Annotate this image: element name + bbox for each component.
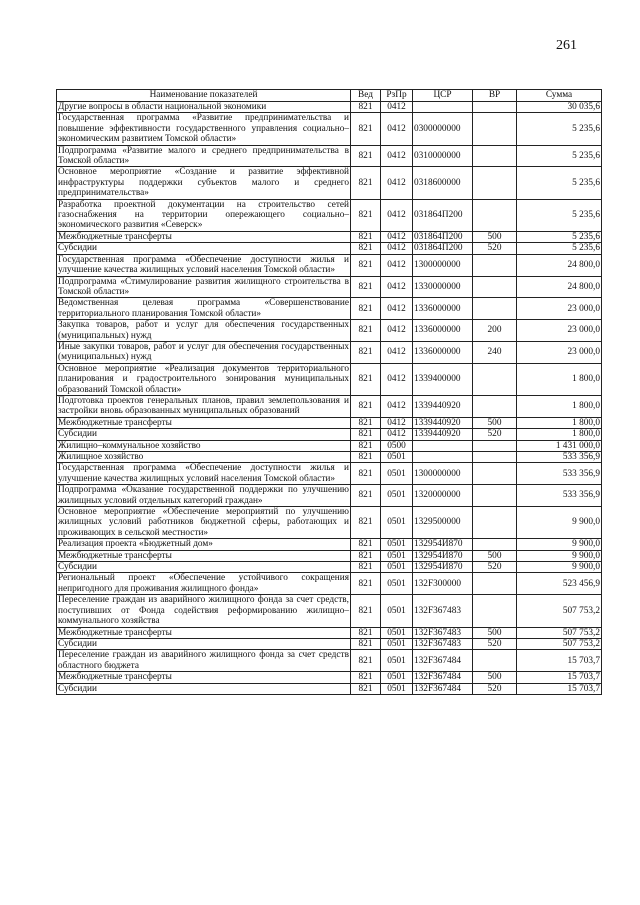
cell-vr (473, 650, 517, 672)
cell-csr: 1300000000 (413, 463, 473, 485)
cell-csr: 132F367484 (413, 683, 473, 694)
cell-rzpr: 0412 (381, 145, 413, 167)
table-row (57, 539, 602, 550)
cell-vr (473, 463, 517, 485)
table-row (57, 562, 602, 573)
cell-ved: 821 (351, 341, 381, 363)
cell-vr (473, 102, 517, 113)
cell-rzpr: 0501 (381, 638, 413, 649)
cell-sum: 507 753,2 (517, 595, 602, 627)
cell-sum: 15 703,7 (517, 672, 602, 683)
cell-name: Переселение граждан из аварийного жилищного фонда за счет средств, поступивших от Фонда содействия реформированию жилищно–коммунального хозяйства (58, 595, 349, 627)
cell-sum: 30 035,6 (517, 102, 602, 113)
cell-vr (473, 113, 517, 145)
cell-sum: 15 703,7 (517, 683, 602, 694)
cell-csr: 031864П200 (413, 243, 473, 254)
cell-sum: 9 900,0 (517, 562, 602, 573)
cell-rzpr: 0500 (381, 440, 413, 451)
cell-name: Жилищно–коммунальное хозяйство (57, 440, 351, 451)
cell-name: Субсидии (57, 429, 351, 440)
table-row (57, 231, 602, 242)
cell-sum: 1 800,0 (517, 417, 602, 428)
cell-sum: 1 800,0 (517, 363, 602, 395)
cell-vr (473, 573, 517, 595)
cell-rzpr: 0412 (381, 298, 413, 320)
cell-rzpr: 0501 (381, 627, 413, 638)
cell-csr: 132F367483 (413, 627, 473, 638)
cell-ved: 821 (351, 363, 381, 395)
cell-ved: 821 (351, 320, 381, 342)
cell-vr (473, 440, 517, 451)
cell-ved: 821 (351, 395, 381, 417)
header-csr: ЦСР (413, 90, 473, 102)
cell-vr (473, 595, 517, 627)
cell-sum: 23 000,0 (517, 298, 602, 320)
table-row (57, 320, 602, 342)
cell-rzpr: 0412 (381, 276, 413, 298)
cell-sum: 533 356,9 (517, 485, 602, 507)
cell-csr: 0300000000 (413, 113, 473, 145)
cell-rzpr: 0501 (381, 573, 413, 595)
table-row (57, 113, 602, 145)
cell-sum: 523 456,9 (517, 573, 602, 595)
cell-name: Основное мероприятие «Создание и развитие эффективной инфраструктуры поддержки субъектов малого и среднего предпринимательства» (58, 167, 349, 199)
cell-sum: 24 800,0 (517, 276, 602, 298)
table-row (57, 463, 602, 485)
cell-sum: 5 235,6 (517, 243, 602, 254)
cell-name: Подпрограмма «Оказание государственной поддержки по улучшению жилищных условий отдельных категорий граждан» (58, 485, 349, 506)
cell-sum: 23 000,0 (517, 320, 602, 342)
cell-rzpr: 0501 (381, 562, 413, 573)
cell-csr: 132954И870 (413, 562, 473, 573)
cell-rzpr: 0412 (381, 417, 413, 428)
cell-name: Подпрограмма «Развитие малого и среднего предпринимательства в Томской области» (58, 145, 349, 167)
cell-name: Переселение граждан из аварийного жилищного фонда за счет средств областного бюджета (58, 650, 349, 671)
cell-ved: 821 (351, 650, 381, 672)
cell-ved: 821 (351, 102, 381, 113)
cell-rzpr: 0412 (381, 320, 413, 342)
table-row (57, 254, 602, 276)
cell-csr (413, 440, 473, 451)
cell-ved: 821 (351, 199, 381, 231)
cell-rzpr: 0501 (381, 507, 413, 539)
cell-vr: 500 (473, 627, 517, 638)
cell-ved: 821 (351, 243, 381, 254)
cell-vr (473, 199, 517, 231)
cell-csr: 1329500000 (413, 507, 473, 539)
table-row (57, 429, 602, 440)
cell-vr (473, 254, 517, 276)
table-row (57, 199, 602, 231)
cell-sum: 1 800,0 (517, 429, 602, 440)
cell-vr (473, 276, 517, 298)
cell-name: Основное мероприятие «Реализация документов территориального планирования и градостроительного зонирования муниципальных образований Томской области» (58, 363, 349, 395)
cell-ved: 821 (351, 429, 381, 440)
page-number: 261 (556, 38, 577, 53)
cell-ved: 821 (351, 113, 381, 145)
cell-rzpr: 0501 (381, 683, 413, 694)
cell-ved: 821 (351, 231, 381, 242)
cell-rzpr: 0501 (381, 485, 413, 507)
cell-csr: 1336000000 (413, 341, 473, 363)
cell-rzpr: 0501 (381, 650, 413, 672)
cell-vr: 500 (473, 417, 517, 428)
cell-rzpr: 0412 (381, 102, 413, 113)
cell-name: Региональный проект «Обеспечение устойчивого сокращения непригодного для проживания жилищного фонда» (58, 573, 349, 594)
cell-vr: 200 (473, 320, 517, 342)
table-row (57, 650, 602, 672)
cell-ved: 821 (351, 672, 381, 683)
cell-rzpr: 0501 (381, 672, 413, 683)
cell-ved: 821 (351, 298, 381, 320)
cell-vr (473, 452, 517, 463)
cell-name: Иные закупки товаров, работ и услуг для обеспечения государственных (муниципальных) нужд (58, 341, 349, 363)
cell-ved: 821 (351, 167, 381, 199)
cell-csr: 1336000000 (413, 298, 473, 320)
cell-ved: 821 (351, 440, 381, 451)
cell-name: Межбюджетные трансферты (57, 627, 351, 638)
cell-ved: 821 (351, 627, 381, 638)
cell-vr: 520 (473, 562, 517, 573)
cell-name: Подготовка проектов генеральных планов, правил землепользования и застройки вновь образованных муниципальных образований (58, 395, 349, 417)
cell-csr: 1339440920 (413, 429, 473, 440)
cell-vr: 520 (473, 638, 517, 649)
cell-sum: 23 000,0 (517, 341, 602, 363)
cell-csr: 132954И870 (413, 550, 473, 561)
cell-ved: 821 (351, 562, 381, 573)
cell-rzpr: 0412 (381, 341, 413, 363)
cell-vr: 520 (473, 683, 517, 694)
cell-rzpr: 0501 (381, 452, 413, 463)
cell-name: Межбюджетные трансферты (57, 417, 351, 428)
cell-name: Основное мероприятие «Обеспечение мероприятий по улучшению жилищных условий работников бюджетной сферы, работающих и проживающих в сельской местности» (58, 507, 349, 538)
cell-ved: 821 (351, 485, 381, 507)
table-row (57, 395, 602, 417)
cell-csr: 031864П200 (413, 231, 473, 242)
table-row (57, 167, 602, 199)
cell-ved: 821 (351, 507, 381, 539)
cell-vr: 500 (473, 672, 517, 683)
cell-sum: 5 235,6 (517, 145, 602, 167)
cell-ved: 821 (351, 638, 381, 649)
header-ved: Вед (351, 90, 381, 102)
cell-csr (413, 102, 473, 113)
cell-name: Закупка товаров, работ и услуг для обеспечения государственных (муниципальных) нужд (58, 320, 349, 341)
cell-ved: 821 (351, 683, 381, 694)
table-row (57, 638, 602, 649)
cell-sum: 5 235,6 (517, 113, 602, 145)
cell-vr (473, 485, 517, 507)
cell-sum: 24 800,0 (517, 254, 602, 276)
cell-ved: 821 (351, 550, 381, 561)
cell-name: Разработка проектной документации на строительство сетей газоснабжения на территории опережающего социально–экономического развития «Северск» (58, 199, 349, 231)
cell-name: Субсидии (57, 243, 351, 254)
cell-sum: 5 235,6 (517, 231, 602, 242)
cell-name: Ведомственная целевая программа «Совершенствование территориального планирования Томской области» (58, 298, 349, 319)
cell-csr: 1300000000 (413, 254, 473, 276)
cell-sum: 15 703,7 (517, 650, 602, 672)
table-row (57, 102, 602, 113)
cell-vr (473, 395, 517, 417)
table-row (57, 452, 602, 463)
cell-rzpr: 0501 (381, 463, 413, 485)
table-row (57, 243, 602, 254)
cell-rzpr: 0501 (381, 595, 413, 627)
cell-rzpr: 0412 (381, 167, 413, 199)
header-name: Наименование показателей (57, 90, 351, 102)
cell-csr (413, 452, 473, 463)
cell-ved: 821 (351, 595, 381, 627)
cell-vr: 500 (473, 550, 517, 561)
cell-csr: 0310000000 (413, 145, 473, 167)
cell-name: Государственная программа «Обеспечение доступности жилья и улучшение качества жилищных условий населения Томской области» (58, 254, 349, 276)
cell-csr: 132954И870 (413, 539, 473, 550)
cell-vr: 500 (473, 231, 517, 242)
cell-sum: 533 356,9 (517, 463, 602, 485)
cell-name: Подпрограмма «Стимулирование развития жилищного строительства в Томской области» (58, 276, 349, 297)
table-row (57, 341, 602, 363)
cell-name: Субсидии (57, 683, 351, 694)
budget-table (56, 89, 602, 695)
cell-vr (473, 167, 517, 199)
cell-rzpr: 0412 (381, 199, 413, 231)
cell-name: Межбюджетные трансферты (57, 550, 351, 561)
cell-csr: 1336000000 (413, 320, 473, 342)
table-row (57, 145, 602, 167)
cell-sum: 5 235,6 (517, 167, 602, 199)
cell-ved: 821 (351, 145, 381, 167)
cell-rzpr: 0501 (381, 539, 413, 550)
cell-name: Субсидии (57, 638, 351, 649)
table-row (57, 417, 602, 428)
cell-ved: 821 (351, 463, 381, 485)
cell-vr: 520 (473, 243, 517, 254)
cell-sum: 1 431 000,0 (517, 440, 602, 451)
cell-ved: 821 (351, 573, 381, 595)
cell-rzpr: 0412 (381, 363, 413, 395)
cell-csr: 132F367484 (413, 672, 473, 683)
header-rzpr: РзПр (381, 90, 413, 102)
cell-csr: 1339440920 (413, 417, 473, 428)
cell-csr: 132F367483 (413, 595, 473, 627)
table-row (57, 573, 602, 595)
cell-vr (473, 363, 517, 395)
cell-vr (473, 145, 517, 167)
cell-csr: 0318600000 (413, 167, 473, 199)
cell-rzpr: 0412 (381, 254, 413, 276)
cell-csr: 031864П200 (413, 199, 473, 231)
table-row (57, 672, 602, 683)
cell-sum: 9 900,0 (517, 507, 602, 539)
table-row (57, 298, 602, 320)
cell-name: Субсидии (57, 562, 351, 573)
header-sum: Сумма (517, 90, 602, 102)
table-row (57, 683, 602, 694)
cell-csr: 132F300000 (413, 573, 473, 595)
cell-sum: 507 753,2 (517, 627, 602, 638)
cell-rzpr: 0412 (381, 231, 413, 242)
cell-csr: 1339440920 (413, 395, 473, 417)
cell-sum: 9 900,0 (517, 539, 602, 550)
header-vr: ВР (473, 90, 517, 102)
cell-csr: 1320000000 (413, 485, 473, 507)
cell-name: Государственная программа «Развитие предпринимательства и повышение эффективности государственного управления социально–экономическим развитием Томской области» (58, 113, 349, 145)
cell-name: Государственная программа «Обеспечение доступности жилья и улучшение качества жилищных условий населения Томской области» (58, 463, 349, 484)
cell-csr: 1330000000 (413, 276, 473, 298)
cell-vr: 240 (473, 341, 517, 363)
cell-ved: 821 (351, 539, 381, 550)
table-row (57, 507, 602, 539)
table-row (57, 485, 602, 507)
cell-sum: 507 753,2 (517, 638, 602, 649)
table-header-row (57, 90, 602, 102)
table-row (57, 440, 602, 451)
cell-csr: 1339400000 (413, 363, 473, 395)
cell-ved: 821 (351, 452, 381, 463)
cell-rzpr: 0412 (381, 243, 413, 254)
cell-ved: 821 (351, 276, 381, 298)
table-row (57, 627, 602, 638)
cell-vr (473, 298, 517, 320)
table-body (57, 102, 602, 695)
cell-ved: 821 (351, 417, 381, 428)
cell-sum: 5 235,6 (517, 199, 602, 231)
cell-name: Межбюджетные трансферты (57, 672, 351, 683)
table-row (57, 595, 602, 627)
cell-name: Другие вопросы в области национальной экономики (57, 102, 351, 113)
cell-rzpr: 0412 (381, 113, 413, 145)
table-row (57, 276, 602, 298)
cell-vr (473, 507, 517, 539)
cell-name: Жилищное хозяйство (57, 452, 351, 463)
table-row (57, 550, 602, 561)
cell-sum: 1 800,0 (517, 395, 602, 417)
cell-sum: 9 900,0 (517, 550, 602, 561)
cell-vr (473, 539, 517, 550)
cell-vr: 520 (473, 429, 517, 440)
cell-rzpr: 0501 (381, 550, 413, 561)
cell-ved: 821 (351, 254, 381, 276)
cell-rzpr: 0412 (381, 395, 413, 417)
cell-sum: 533 356,9 (517, 452, 602, 463)
cell-csr: 132F367484 (413, 650, 473, 672)
cell-name: Реализация проекта «Бюджетный дом» (57, 539, 351, 550)
cell-csr: 132F367483 (413, 638, 473, 649)
cell-name: Межбюджетные трансферты (57, 231, 351, 242)
table-row (57, 363, 602, 395)
cell-rzpr: 0412 (381, 429, 413, 440)
